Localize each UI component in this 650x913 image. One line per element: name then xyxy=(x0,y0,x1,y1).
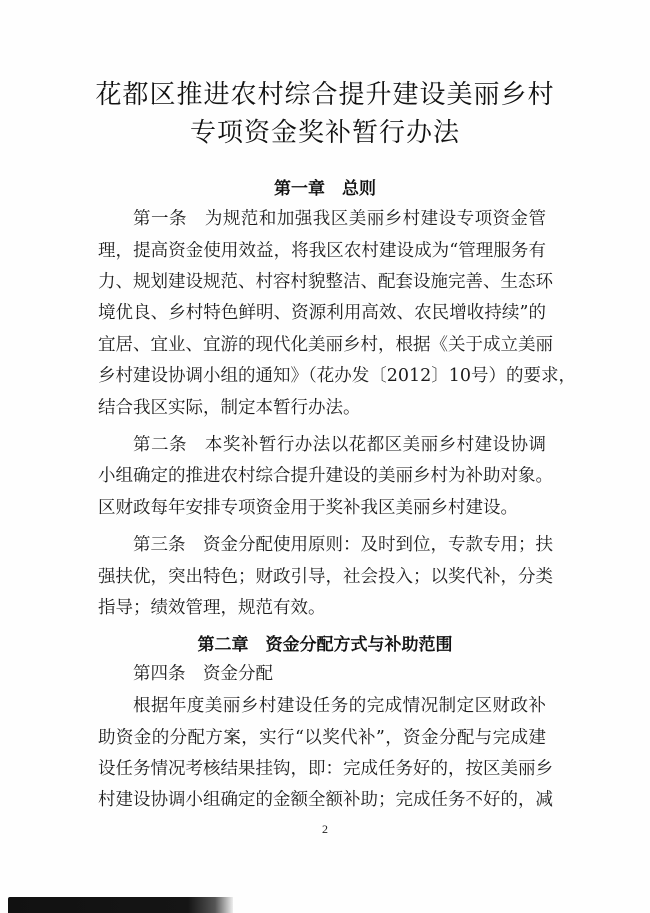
text-line: 村建设协调小组确定的金额全额补助；完成任务不好的，减 xyxy=(98,790,553,810)
document-title-line-1: 花都区推进农村综合提升建设美丽乡村 xyxy=(95,80,555,110)
text-line: 第一条 为规范和加强我区美丽乡村建设专项资金管 xyxy=(133,209,546,229)
text-line: 力、规划建设规范、村容村貌整洁、配套设施完善、生态环 xyxy=(98,272,553,292)
text-line: 理，提高资金使用效益，将我区农村建设成为“管理服务有 xyxy=(98,241,546,261)
text-line: 根据年度美丽乡村建设任务的完成情况制定区财政补 xyxy=(133,696,546,716)
text-line: 第三条 资金分配使用原则：及时到位，专款专用；扶 xyxy=(133,535,553,555)
scan-shadow-artifact xyxy=(8,897,233,913)
document-title-line-2: 专项资金奖补暂行办法 xyxy=(189,118,460,148)
chapter-heading-1: 第一章 总则 xyxy=(274,179,376,199)
text-line: 乡村建设协调小组的通知》（花办发〔2012〕10号）的要求， xyxy=(98,366,577,386)
page-number: 2 xyxy=(322,822,328,836)
text-line: 指导；绩效管理，规范有效。 xyxy=(98,598,326,618)
text-line: 宜居、宜业、宜游的现代化美丽乡村，根据《关于成立美丽 xyxy=(98,335,553,355)
text-line: 强扶优，突出特色；财政引导，社会投入；以奖代补，分类 xyxy=(98,567,553,587)
text-line: 区财政每年安排专项资金用于奖补我区美丽乡村建设。 xyxy=(98,498,518,518)
text-line: 境优良、乡村特色鲜明、资源利用高效、农民增收持续”的 xyxy=(98,303,546,323)
text-line: 第四条 资金分配 xyxy=(133,664,273,684)
text-line: 助资金的分配方案，实行“以奖代补”，资金分配与完成建 xyxy=(98,728,546,748)
text-line: 小组确定的推进农村综合提升建设的美丽乡村为补助对象。 xyxy=(98,466,553,486)
chapter-heading-2: 第二章 资金分配方式与补助范围 xyxy=(197,635,453,655)
text-line: 设任务情况考核结果挂钩，即：完成任务好的，按区美丽乡 xyxy=(98,759,553,779)
text-line: 结合我区实际，制定本暂行办法。 xyxy=(98,398,361,418)
text-line: 第二条 本奖补暂行办法以花都区美丽乡村建设协调 xyxy=(133,435,546,455)
